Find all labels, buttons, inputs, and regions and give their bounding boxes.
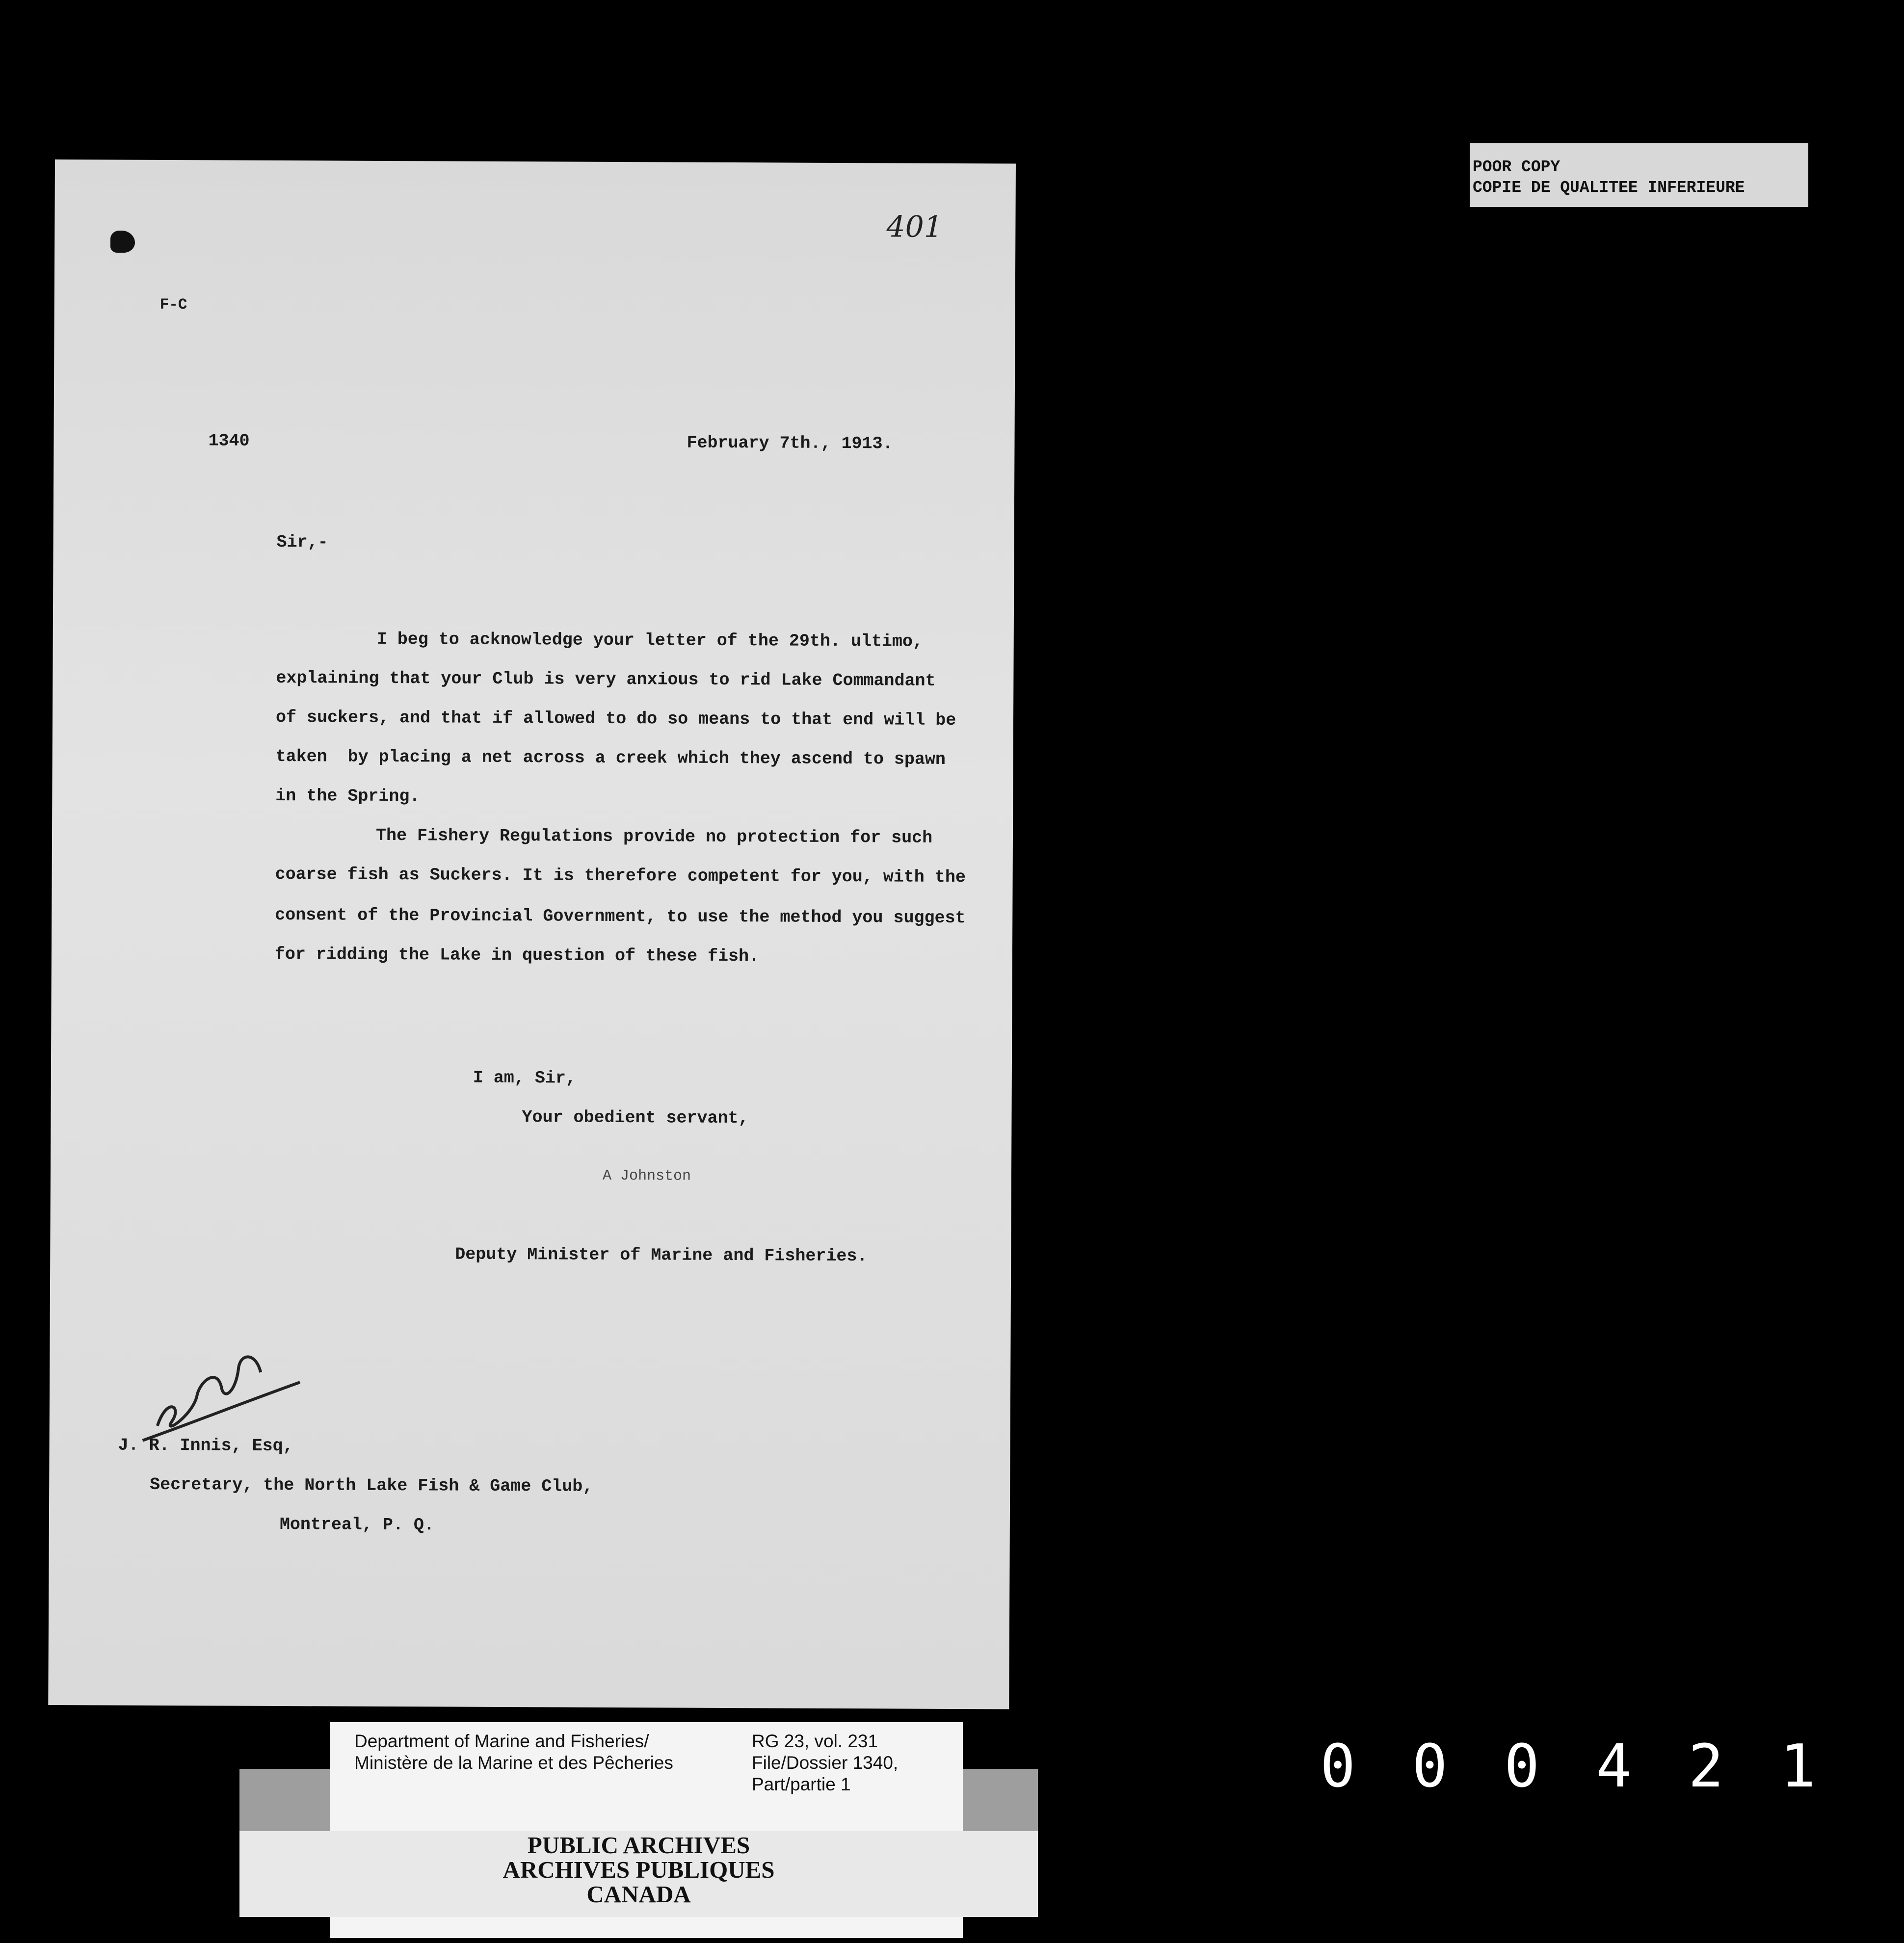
closing: I am, Sir, <box>473 1068 576 1088</box>
body-line: of suckers, and that if allowed to do so means to that end will be <box>275 707 956 731</box>
body-line: explaining that your Club is very anxious to rid Lake Commandant <box>276 668 936 691</box>
stamp-line: POOR COPY <box>1473 158 1560 176</box>
stamp-line: COPIE DE QUALITEE INFERIEURE <box>1473 179 1745 197</box>
salutation: Sir,- <box>276 532 328 552</box>
dept-english: Department of Marine and Fisheries/ <box>354 1731 649 1751</box>
body-line: The Fishery Regulations provide no protection for such <box>375 825 933 848</box>
letter-sheet <box>48 159 1016 1709</box>
punch-hole-mark <box>110 231 135 253</box>
handwritten-initials-mark <box>138 1338 315 1451</box>
tape-right <box>959 1769 1038 1835</box>
frame-digit: 0 <box>1320 1732 1356 1801</box>
poor-copy-stamp <box>1470 143 1808 207</box>
body-line: coarse fish as Suckers. It is therefore competent for you, with the <box>275 864 966 888</box>
body-line: taken by placing a net across a creek which they ascend to spawn <box>275 746 946 769</box>
body-line: I beg to acknowledge your letter of the 29th. ultimo, <box>376 629 924 652</box>
frame-number <box>1320 1732 1816 1801</box>
file-number: 1340 <box>208 431 250 451</box>
tape-left <box>239 1769 333 1835</box>
addressee-line: Montreal, P. Q. <box>279 1515 435 1535</box>
body-line: consent of the Provincial Government, to use the method you suggest <box>275 905 966 928</box>
frame-digit: 4 <box>1596 1732 1632 1801</box>
addressee-line: Secretary, the North Lake Fish & Game Club, <box>150 1474 593 1497</box>
signer-title: Deputy Minister of Marine and Fisheries. <box>455 1244 868 1266</box>
letter-date: February 7th., 1913. <box>687 433 893 454</box>
body-line: for ridding the Lake in question of these fish. <box>274 944 760 967</box>
public-archives-banner <box>239 1831 1038 1917</box>
banner-line: CANADA <box>586 1881 691 1908</box>
dept-french: Ministère de la Marine et des Pêcheries <box>354 1753 673 1773</box>
signer-name: A Johnston <box>602 1167 691 1185</box>
frame-digit: 1 <box>1780 1732 1816 1801</box>
archive-ref: RG 23, vol. 231 <box>752 1731 878 1751</box>
archive-ref: Part/partie 1 <box>752 1774 851 1794</box>
closing: Your obedient servant, <box>522 1107 749 1129</box>
banner-line: ARCHIVES PUBLIQUES <box>502 1856 775 1883</box>
page-number: 401 <box>886 210 943 244</box>
archive-ref: File/Dossier 1340, <box>752 1753 899 1773</box>
letter-code: F-C <box>159 296 187 314</box>
frame-digit: 0 <box>1412 1732 1448 1801</box>
addressee-line: J. R. Innis, Esq, <box>118 1435 293 1456</box>
frame-digit: 2 <box>1688 1732 1724 1801</box>
frame-digit: 0 <box>1504 1732 1540 1801</box>
body-line: in the Spring. <box>275 786 420 807</box>
banner-line: PUBLIC ARCHIVES <box>527 1832 750 1859</box>
